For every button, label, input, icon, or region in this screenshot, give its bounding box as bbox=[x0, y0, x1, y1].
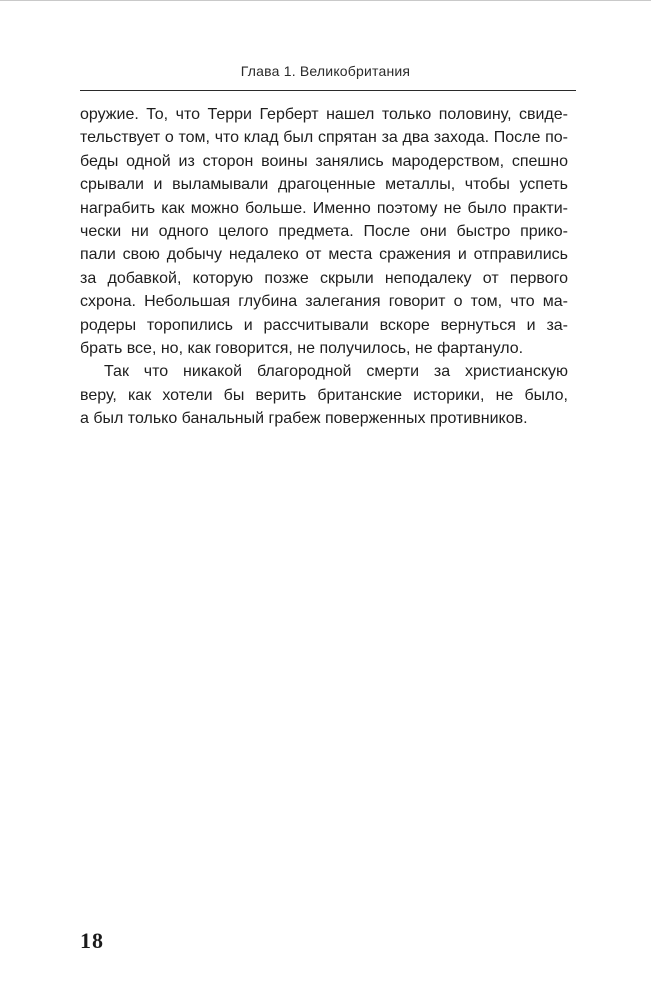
text-line: беды одной из сторон воины занялись мародерством, спешно bbox=[80, 152, 568, 170]
text-line: оружие. То, что Терри Герберт нашел только половину, свиде- bbox=[80, 106, 568, 123]
running-header: Глава 1. Великобритания bbox=[240, 63, 411, 79]
text-line: тельствует о том, что клад был спрятан за два захода. После по- bbox=[80, 129, 568, 147]
text-line: брать все, но, как говорится, не получилось, не фартануло. bbox=[80, 340, 524, 358]
text-line: родеры торопились и рассчитывали вскоре вернуться и за- bbox=[80, 316, 568, 334]
text-line: схрона. Небольшая глубина залегания говорит о том, что ма- bbox=[80, 293, 568, 311]
text-line: а был только банальный грабеж поверженных противников. bbox=[80, 410, 528, 428]
text-line: пали свою добычу недалеко от места сражения и отправились bbox=[80, 246, 568, 264]
text-line: срывали и выламывали драгоценные металлы, чтобы успеть bbox=[80, 176, 568, 194]
text-line: веру, как хотели бы верить британские историки, не было, bbox=[80, 386, 568, 404]
text-line: чески ни одного целого предмета. После они быстро прико- bbox=[80, 223, 568, 241]
top-border bbox=[0, 0, 651, 1]
body-text bbox=[80, 103, 568, 431]
text-line: Так что никакой благородной смерти за христианскую bbox=[104, 363, 568, 381]
page-number: 18 bbox=[80, 928, 104, 953]
text-line: за добавкой, которую позже скрыли неподалеку от первого bbox=[80, 269, 568, 287]
header-rule bbox=[80, 90, 576, 91]
text-line: награбить как можно больше. Именно поэтому не было практи- bbox=[80, 199, 568, 217]
